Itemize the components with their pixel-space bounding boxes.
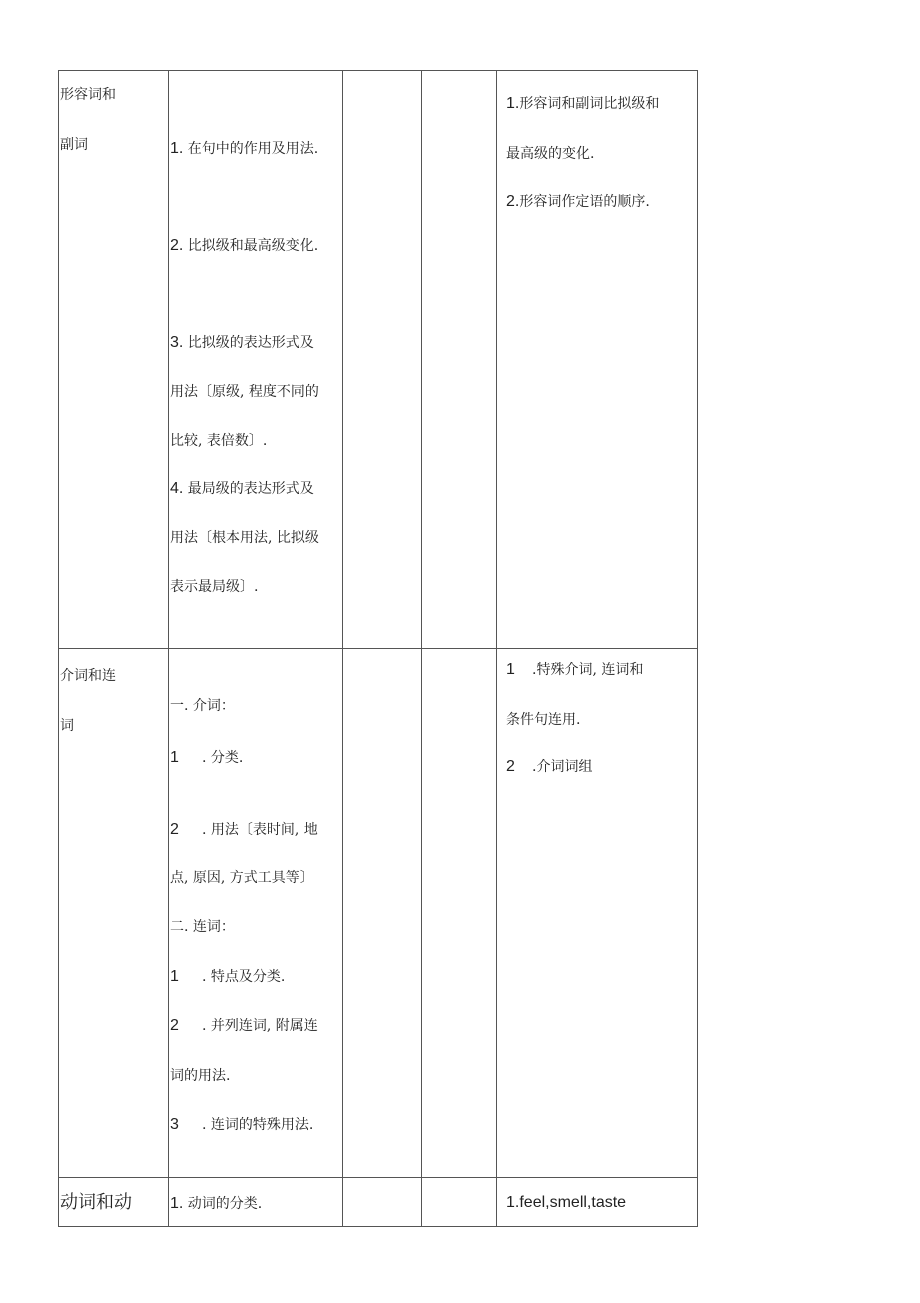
notes-line: 条件句连用. (506, 712, 581, 728)
topic-cell-line: 词 (60, 718, 74, 734)
content-line: 表示最局级〕. (170, 579, 259, 595)
content-line: 1 . 特点及分类. (170, 968, 286, 985)
table-border-bottom (58, 1226, 698, 1227)
content-line: 4. 最局级的表达形式及 (170, 480, 314, 497)
topic-cell-line: 副词 (60, 137, 88, 153)
column-border-2 (168, 70, 169, 1227)
notes-line: 最高级的变化. (506, 146, 595, 162)
topic-cell-line: 介词和连 (60, 668, 116, 684)
column-border-1 (58, 70, 59, 1227)
notes-line: 2 .介词词组 (506, 758, 593, 775)
content-line: 点, 原因, 方式工具等〕 (170, 870, 314, 886)
content-line: 2 . 并列连词, 附属连 (170, 1017, 318, 1034)
notes-line: 1.feel,smell,taste (506, 1194, 627, 1211)
content-line: 用法〔原级, 程度不同的 (170, 384, 319, 400)
column-border-5 (496, 70, 497, 1227)
content-line: 1. 动词的分类. (170, 1195, 263, 1212)
content-line: 二. 连词： (170, 919, 235, 935)
content-line: 一. 介词： (170, 698, 235, 714)
content-line: 用法〔根本用法, 比拟级 (170, 530, 319, 546)
table-border-top (58, 70, 698, 71)
row-divider-1 (58, 648, 698, 649)
document-table (58, 70, 698, 1227)
column-border-6 (697, 70, 698, 1227)
content-line: 2 . 用法〔表时间, 地 (170, 821, 318, 838)
column-border-4 (421, 70, 422, 1227)
content-line: 2. 比拟级和最高级变化. (170, 237, 319, 254)
content-line: 3. 比拟级的表达形式及 (170, 334, 314, 351)
column-border-3 (342, 70, 343, 1227)
notes-line: 1.形容词和副词比拟级和 (506, 95, 660, 112)
topic-cell-line: 形容词和 (60, 87, 116, 103)
content-line: 比较, 表倍数〕. (170, 433, 268, 449)
content-line: 1. 在句中的作用及用法. (170, 140, 319, 157)
topic-cell-line: 动词和动 (60, 1192, 132, 1213)
notes-line: 2.形容词作定语的顺序. (506, 193, 650, 210)
content-line: 1 . 分类. (170, 749, 244, 766)
content-line: 词的用法. (170, 1068, 231, 1084)
notes-line: 1 .特殊介词, 连词和 (506, 661, 644, 678)
row-divider-2 (58, 1177, 698, 1178)
content-line: 3 . 连词的特殊用法. (170, 1116, 314, 1133)
